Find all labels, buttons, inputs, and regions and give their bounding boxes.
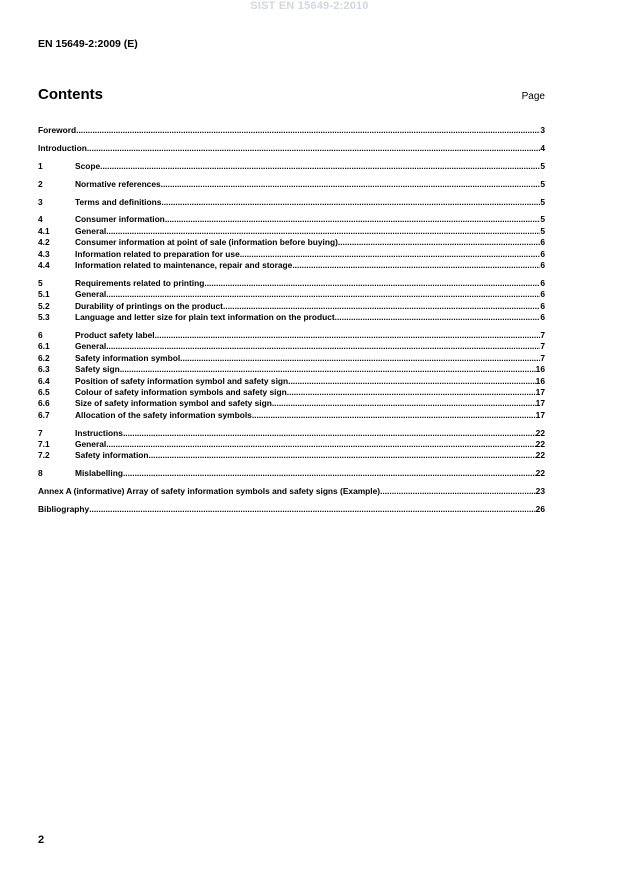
toc-entry-page: 17 xyxy=(535,409,545,420)
toc-entry-title: Information related to preparation for use xyxy=(75,248,240,259)
toc-entry-page: 5 xyxy=(540,160,545,171)
toc-entry[interactable] xyxy=(38,387,545,398)
toc-entry-title: Durability of printings on the product xyxy=(75,300,223,311)
toc-entry-page: 6 xyxy=(540,312,545,323)
toc-entry-number: 3 xyxy=(38,196,43,207)
toc-entry-title: Allocation of the safety information symbols xyxy=(75,409,252,420)
toc-dot-leader xyxy=(89,504,535,515)
toc-dot-leader xyxy=(123,468,536,479)
toc-entry[interactable] xyxy=(38,486,545,497)
toc-entry-number: 6.1 xyxy=(38,341,50,352)
toc-entry-title: Language and letter size for plain text information on the product xyxy=(75,312,335,323)
toc-entry[interactable] xyxy=(38,312,545,323)
toc-entry-title: Consumer information at point of sale (information before buying) xyxy=(75,237,338,248)
toc-entry[interactable] xyxy=(38,301,545,312)
toc-entry-page: 22 xyxy=(535,427,545,438)
toc-dot-leader xyxy=(380,486,536,497)
toc-entry[interactable] xyxy=(38,289,545,300)
toc-dot-leader xyxy=(149,450,536,461)
toc-dot-leader xyxy=(240,249,541,260)
toc-entry-number: 4 xyxy=(38,214,43,225)
toc-entry-page: 17 xyxy=(535,398,545,409)
toc-entry-number: 6.4 xyxy=(38,375,50,386)
toc-entry[interactable] xyxy=(38,214,545,225)
toc-entry-title: Bibliography xyxy=(38,504,90,515)
toc-entry-title: Terms and definitions xyxy=(75,196,162,207)
toc-entry[interactable] xyxy=(38,330,545,341)
toc-entry[interactable] xyxy=(38,410,545,421)
toc-dot-leader xyxy=(223,301,540,312)
toc-entry-page: 5 xyxy=(540,214,545,225)
toc-dot-leader xyxy=(155,330,541,341)
toc-entry-page: 23 xyxy=(535,486,545,497)
toc-entry[interactable] xyxy=(38,504,545,515)
toc-dot-leader xyxy=(180,353,540,364)
toc-entry-title: Consumer information xyxy=(75,214,165,225)
toc-dot-leader xyxy=(120,364,536,375)
toc-entry-number: 4.1 xyxy=(38,225,50,236)
watermark: SIST EN 15649-2:2010 xyxy=(250,0,369,12)
toc-entry-title: Safety information symbol xyxy=(75,352,181,363)
toc-entry-page: 16 xyxy=(535,375,545,386)
toc-entry-title: Size of safety information symbol and safety sign xyxy=(75,398,272,409)
toc-entry-number: 5 xyxy=(38,277,43,288)
toc-entry-number: 7.2 xyxy=(38,450,50,461)
toc-entry[interactable] xyxy=(38,428,545,439)
toc-dot-leader xyxy=(165,214,541,225)
toc-entry-title: Mislabelling xyxy=(75,468,123,479)
toc-entry[interactable] xyxy=(38,468,545,479)
toc-entry-title: Normative references xyxy=(75,178,161,189)
toc-entry-page: 7 xyxy=(540,341,545,352)
toc-dot-leader xyxy=(87,143,540,154)
document-id: EN 15649-2:2009 (E) xyxy=(38,38,138,50)
toc-entry-page: 6 xyxy=(540,248,545,259)
toc-entry-number: 4.2 xyxy=(38,237,50,248)
toc-entry[interactable] xyxy=(38,161,545,172)
toc-dot-leader xyxy=(106,289,540,300)
toc-entry-number: 7.1 xyxy=(38,438,50,449)
toc-entry-number: 6.3 xyxy=(38,364,50,375)
toc-dot-leader xyxy=(106,439,535,450)
toc-entry-number: 1 xyxy=(38,160,43,171)
toc-entry[interactable] xyxy=(38,249,545,260)
toc-entry-number: 6.6 xyxy=(38,398,50,409)
toc-entry-page: 6 xyxy=(540,277,545,288)
toc-entry[interactable] xyxy=(38,353,545,364)
toc-entry[interactable] xyxy=(38,226,545,237)
toc-entry-page: 17 xyxy=(535,386,545,397)
toc-entry-number: 8 xyxy=(38,468,43,479)
toc-entry-number: 5.2 xyxy=(38,300,50,311)
toc-entry-title: Colour of safety information symbols and safety sign xyxy=(75,386,287,397)
toc-entry-number: 2 xyxy=(38,178,43,189)
toc-entry-page: 26 xyxy=(535,504,545,515)
toc-entry-page: 5 xyxy=(540,196,545,207)
toc-entry-page: 7 xyxy=(540,329,545,340)
toc-entry[interactable] xyxy=(38,197,545,208)
toc-entry-page: 6 xyxy=(540,289,545,300)
toc-entry-title: General xyxy=(75,341,107,352)
toc-entry-page: 22 xyxy=(535,468,545,479)
toc-entry-page: 22 xyxy=(535,450,545,461)
toc-entry[interactable] xyxy=(38,125,545,136)
toc-entry-title: Annex A (informative) Array of safety information symbols and safety signs (Example) xyxy=(38,486,381,497)
toc-dot-leader xyxy=(252,410,536,421)
toc-entry-number: 5.3 xyxy=(38,312,50,323)
toc-entry-number: 4.4 xyxy=(38,260,50,271)
toc-dot-leader xyxy=(123,428,536,439)
toc-entry-title: General xyxy=(75,225,107,236)
toc-dot-leader xyxy=(106,226,540,237)
toc-dot-leader xyxy=(76,125,540,136)
toc-dot-leader xyxy=(161,197,540,208)
toc-entry-page: 3 xyxy=(540,125,545,135)
toc-dot-leader xyxy=(338,237,540,248)
toc-entry-page: 16 xyxy=(535,364,545,375)
toc-dot-leader xyxy=(100,161,540,172)
toc-entry-number: 4.3 xyxy=(38,248,50,259)
toc-entry-title: Introduction xyxy=(38,142,87,153)
toc-entry-title: Position of safety information symbol and safety sign xyxy=(75,375,289,386)
toc-entry-number: 6.2 xyxy=(38,352,50,363)
toc-dot-leader xyxy=(292,260,540,271)
toc-entry[interactable] xyxy=(38,278,545,289)
toc-entry-page: 5 xyxy=(540,178,545,189)
toc-entry[interactable] xyxy=(38,341,545,352)
toc-entry-title: Product safety label xyxy=(75,329,155,340)
toc-entry-page: 7 xyxy=(540,352,545,363)
toc-dot-leader xyxy=(288,376,536,387)
toc-entry[interactable] xyxy=(38,260,545,271)
toc-entry-number: 5.1 xyxy=(38,289,50,300)
toc-entry-title: Safety information xyxy=(75,450,149,461)
toc-dot-leader xyxy=(161,179,541,190)
toc-entry-number: 6.7 xyxy=(38,409,50,420)
toc-dot-leader xyxy=(272,398,536,409)
toc-entry-page: 22 xyxy=(535,438,545,449)
page-number: 2 xyxy=(38,834,45,846)
toc-entry-page: 6 xyxy=(540,300,545,311)
toc-entry[interactable] xyxy=(38,439,545,450)
toc-entry[interactable] xyxy=(38,450,545,461)
toc-entry-page: 6 xyxy=(540,260,545,271)
toc-entry[interactable] xyxy=(38,376,545,387)
toc-dot-leader xyxy=(106,341,540,352)
toc-entry-title: Requirements related to printing xyxy=(75,277,205,288)
toc-entry[interactable] xyxy=(38,237,545,248)
toc-entry[interactable] xyxy=(38,364,545,375)
toc-dot-leader xyxy=(287,387,536,398)
toc-entry-page: 6 xyxy=(540,237,545,248)
toc-entry-title: Scope xyxy=(75,160,101,171)
toc-entry[interactable] xyxy=(38,143,545,154)
table-of-contents xyxy=(38,125,545,515)
toc-entry[interactable] xyxy=(38,179,545,190)
toc-entry-number: 6.5 xyxy=(38,386,50,397)
toc-entry-title: Information related to maintenance, repair and storage xyxy=(75,260,293,271)
toc-entry-title: Instructions xyxy=(75,427,123,438)
contents-title: Contents xyxy=(38,86,103,103)
toc-dot-leader xyxy=(335,312,541,323)
toc-entry-number: 7 xyxy=(38,427,43,438)
page-column-label: Page xyxy=(521,91,545,102)
toc-entry-title: Safety sign xyxy=(75,364,120,375)
toc-dot-leader xyxy=(204,278,540,289)
toc-entry-number: 6 xyxy=(38,329,43,340)
toc-entry-page: 4 xyxy=(540,142,545,153)
toc-entry-title: General xyxy=(75,289,107,300)
toc-entry-page: 5 xyxy=(540,225,545,236)
toc-entry[interactable] xyxy=(38,398,545,409)
toc-entry-title: General xyxy=(75,438,107,449)
toc-entry-title: Foreword xyxy=(38,125,77,135)
